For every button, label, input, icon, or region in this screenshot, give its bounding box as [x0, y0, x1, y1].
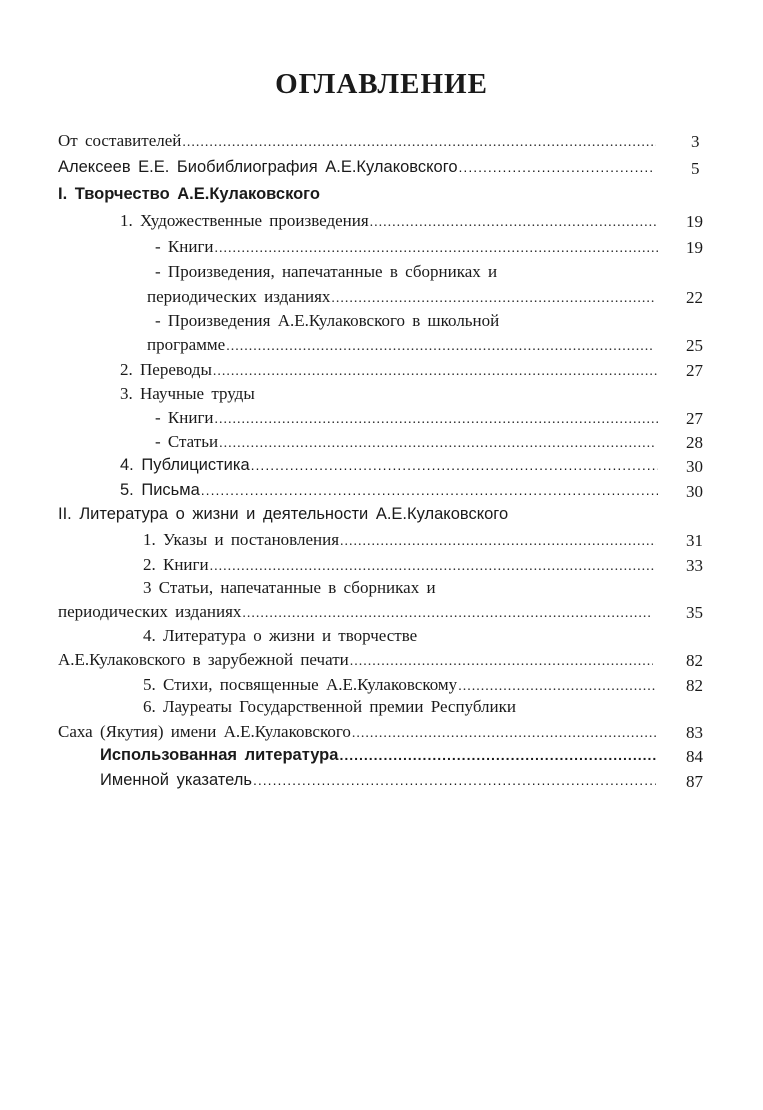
- toc-entry: [143, 626, 417, 648]
- dot-leader: [340, 534, 656, 550]
- toc-entry: [58, 131, 660, 153]
- toc-entry: [100, 771, 660, 793]
- toc-page-number: 27: [686, 409, 703, 428]
- toc-entry: [155, 311, 499, 333]
- page-title: ОГЛАВЛЕНИЕ: [275, 68, 488, 100]
- toc-entry-title: 5. Стихи, посвященные А.Е.Кулаковскому: [143, 675, 458, 694]
- toc-page-number: 87: [686, 772, 703, 791]
- toc-entry: [120, 384, 255, 406]
- toc-entry: [143, 555, 660, 577]
- dot-leader: [339, 747, 656, 763]
- toc-entry: [143, 578, 436, 600]
- toc-entry: [58, 505, 508, 527]
- toc-entry-title: II. Литература о жизни и деятельности А.Е.Кулаковского: [58, 505, 509, 523]
- toc-entry-title: 4. Литература о жизни и творчестве: [143, 626, 418, 645]
- dot-leader: [219, 436, 656, 452]
- toc-entry-title: Саха (Якутия) имени А.Е.Кулаковского: [58, 722, 351, 741]
- toc-entry: [155, 262, 497, 284]
- toc-entry: [58, 602, 655, 624]
- toc-entry: [143, 697, 516, 719]
- dot-leader: [370, 215, 658, 231]
- dot-leader: [210, 559, 656, 575]
- toc-entry-title: Использованная литература: [100, 746, 339, 764]
- toc-entry-title: Алексеев Е.Е. Биобиблиография А.Е.Кулаковского: [58, 158, 458, 176]
- toc-entry-title: - Статьи: [155, 432, 219, 451]
- toc-entry: [155, 237, 662, 259]
- toc-page-number: 82: [686, 651, 703, 670]
- dot-leader: [352, 726, 656, 742]
- toc-entry: [58, 185, 320, 207]
- toc-page-number: 82: [686, 676, 703, 695]
- toc-entry-title: 3. Научные труды: [120, 384, 255, 403]
- toc-entry-title: 2. Книги: [143, 555, 209, 574]
- toc-entry-title: программе: [147, 335, 226, 354]
- toc-entry-title: 2. Переводы: [120, 360, 212, 379]
- toc-page-number: 35: [686, 603, 703, 622]
- toc-entry-title: периодических изданиях: [58, 602, 242, 621]
- toc-page-number: 19: [686, 212, 703, 231]
- toc-entry: [120, 481, 662, 503]
- toc-entry: [120, 360, 662, 382]
- toc-page-number: 30: [686, 482, 703, 501]
- toc-page-number: 33: [686, 556, 703, 575]
- toc-entry-title: 6. Лауреаты Государственной премии Республики: [143, 697, 516, 716]
- toc-entry: [147, 335, 657, 357]
- toc-entry-title: I. Творчество А.Е.Кулаковского: [58, 185, 320, 203]
- toc-page-number: 27: [686, 361, 703, 380]
- toc-entry-title: А.Е.Кулаковского в зарубежной печати: [58, 650, 349, 669]
- dot-leader: [242, 606, 651, 622]
- dot-leader: [251, 457, 658, 473]
- toc-entry-title: - Книги: [155, 237, 214, 256]
- toc-entry: [155, 408, 662, 430]
- dot-leader: [213, 364, 658, 380]
- dot-leader: [215, 241, 658, 257]
- toc-page-number: 19: [686, 238, 703, 257]
- toc-entry: [58, 158, 657, 180]
- toc-page-number: 83: [686, 723, 703, 742]
- toc-entry-title: 1. Указы и постановления: [143, 530, 340, 549]
- toc-entry-title: Именной указатель: [100, 771, 253, 789]
- toc-page-number: 28: [686, 433, 703, 452]
- toc-page-number: 25: [686, 336, 703, 355]
- toc-entry-title: От составителей: [58, 131, 182, 150]
- toc-entry: [147, 287, 660, 309]
- dot-leader: [226, 339, 653, 355]
- dot-leader: [215, 412, 658, 428]
- toc-page-number: 22: [686, 288, 703, 307]
- toc-entry-title: 4. Публицистика: [120, 456, 250, 474]
- toc-entry: [155, 432, 660, 454]
- toc-entry-title: периодических изданиях: [147, 287, 331, 306]
- toc-entry: [58, 650, 657, 672]
- dot-leader: [459, 159, 653, 175]
- toc-entry-title: 3 Статьи, напечатанные в сборниках и: [143, 578, 436, 597]
- toc-entry-title: - Произведения А.Е.Кулаковского в школьной: [155, 311, 500, 330]
- dot-leader: [201, 482, 658, 498]
- dot-leader: [331, 291, 656, 307]
- toc-entry: [120, 456, 662, 478]
- toc-entry: [143, 530, 660, 552]
- dot-leader: [350, 654, 653, 670]
- toc-page-number: 31: [686, 531, 703, 550]
- dot-leader: [182, 135, 656, 151]
- toc-page-number: 3: [691, 132, 700, 151]
- toc-entry: [100, 746, 660, 768]
- toc-entry: [120, 211, 662, 233]
- toc-page-number: 30: [686, 457, 703, 476]
- toc-entry-title: 5. Письма: [120, 481, 200, 499]
- toc-entry: [143, 675, 660, 697]
- toc-entry-title: - Книги: [155, 408, 214, 427]
- toc-entry: [58, 722, 660, 744]
- toc-entry-title: - Произведения, напечатанные в сборниках и: [155, 262, 498, 281]
- toc-page-number: 84: [686, 747, 703, 766]
- toc-page-number: 5: [691, 159, 700, 178]
- dot-leader: [253, 772, 656, 788]
- toc-entry-title: 1. Художественные произведения: [120, 211, 369, 230]
- dot-leader: [458, 679, 656, 695]
